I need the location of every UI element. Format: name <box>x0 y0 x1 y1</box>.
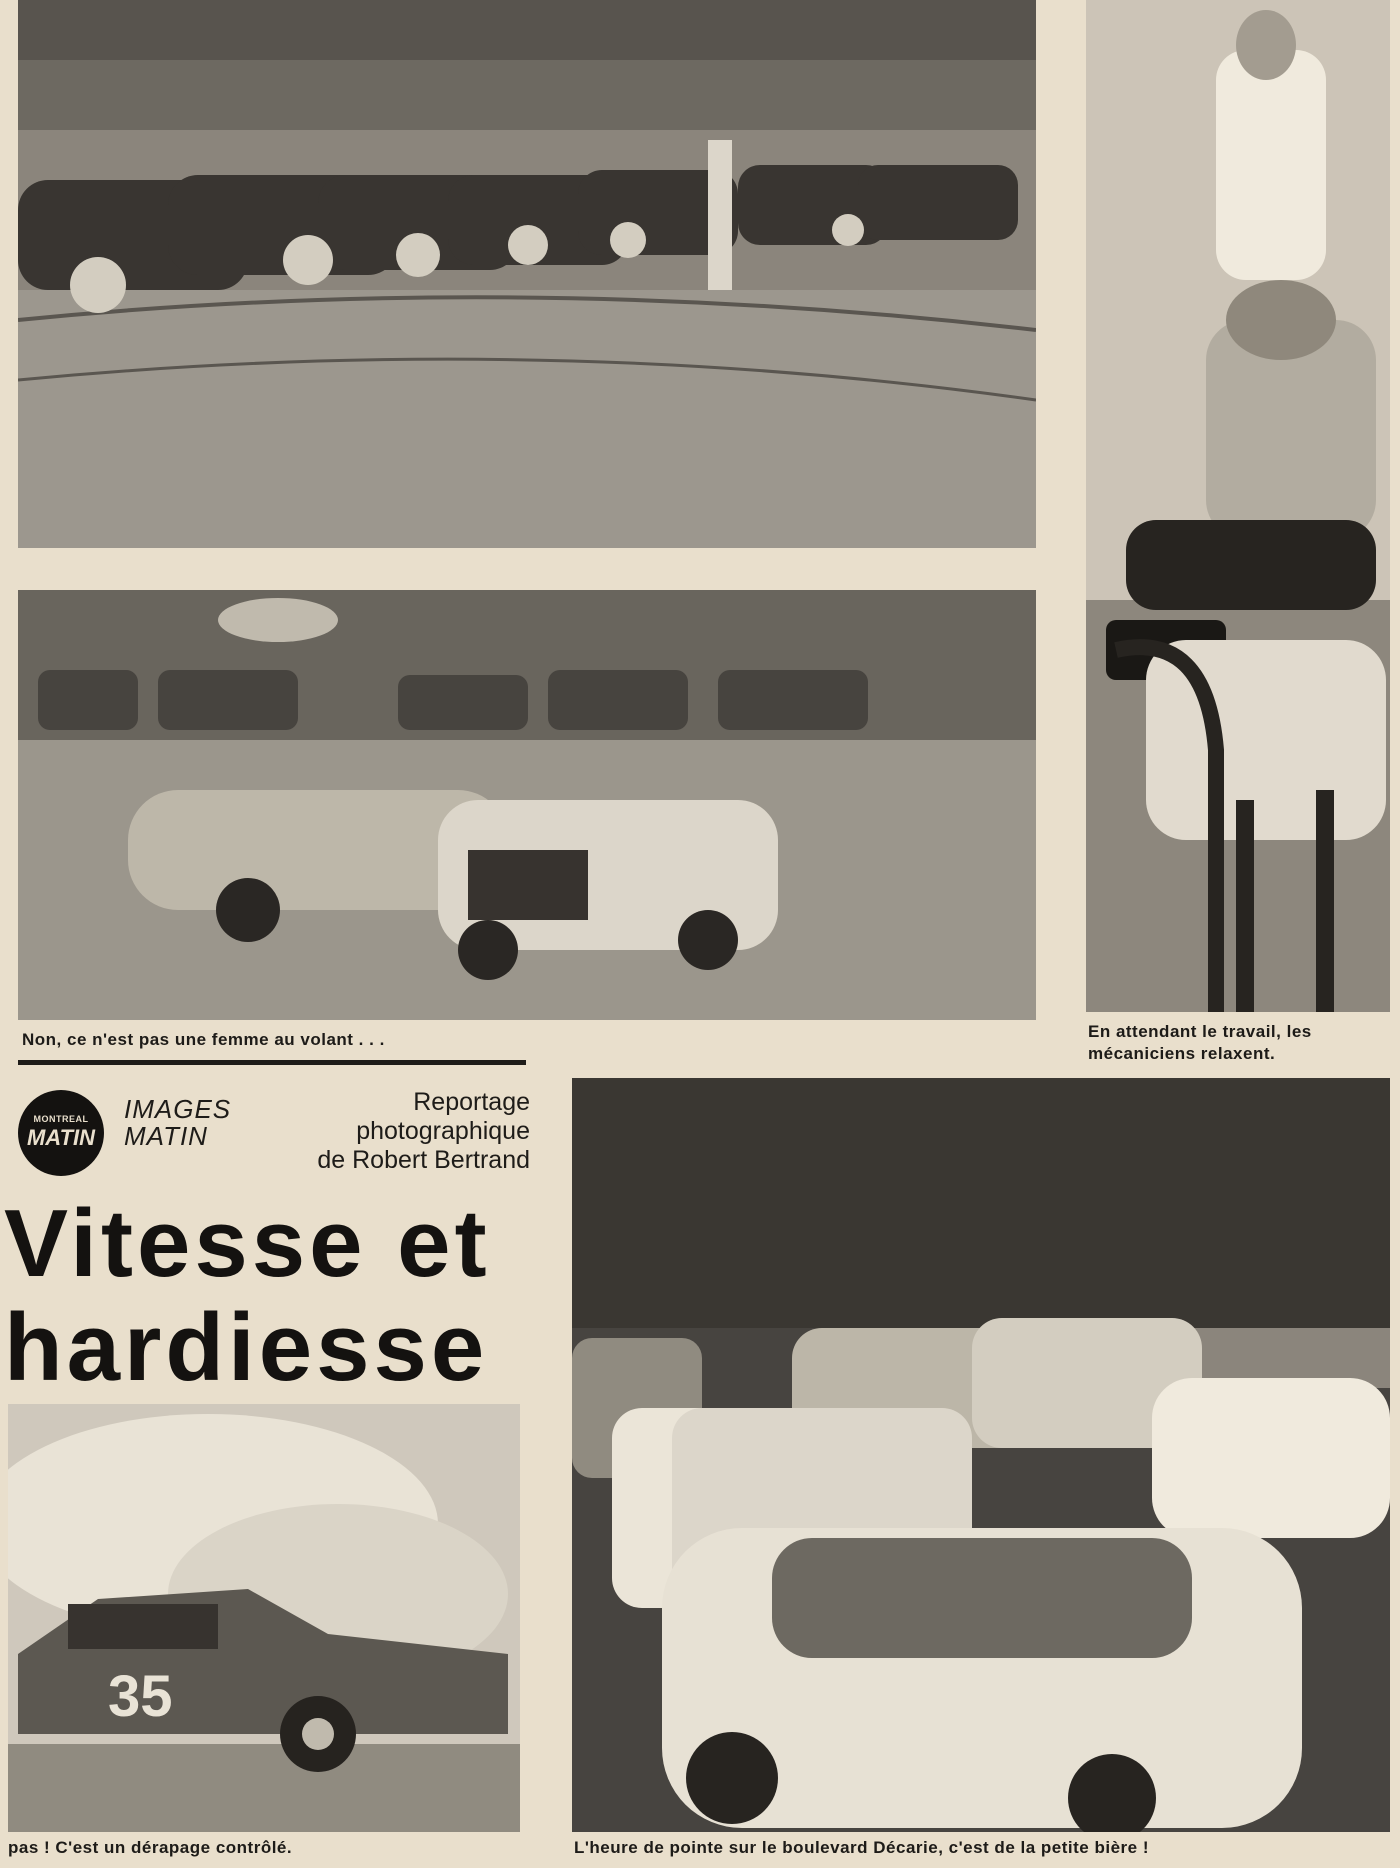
photo-rush-hour-traffic <box>572 1078 1390 1832</box>
section-title-line2: MATIN <box>124 1121 208 1151</box>
photo-credit <box>317 1088 530 1175</box>
caption-rush-hour: L'heure de pointe sur le boulevard Décarie, c'est de la petite bière ! <box>574 1838 1149 1857</box>
masthead-block <box>0 1070 530 1190</box>
caption-controlled-skid: pas ! C'est un dérapage contrôlé. <box>8 1838 293 1857</box>
headline-line1: Vitesse et <box>4 1190 491 1297</box>
logo-small-text: MONTREAL <box>33 1114 89 1124</box>
divider-rule <box>18 1060 526 1065</box>
montreal-matin-logo <box>18 1090 104 1176</box>
credit-line2: photographique <box>356 1117 530 1145</box>
caption-woman-at-wheel: Non, ce n'est pas une femme au volant . . . <box>22 1030 385 1049</box>
headline-line2: hardiesse <box>4 1294 489 1401</box>
photo-car-35-drift <box>8 1404 520 1832</box>
photo-cars-sliding <box>18 590 1036 1020</box>
logo-big-text: MATIN <box>26 1125 96 1150</box>
caption-mechanics-line1: En attendant le travail, les <box>1088 1022 1312 1041</box>
caption-mechanics-line2: mécaniciens relaxent. <box>1088 1044 1276 1063</box>
photo-parked-race-cars <box>18 0 1036 548</box>
section-title-line1: IMAGES <box>124 1094 232 1124</box>
section-title <box>124 1096 231 1150</box>
credit-line3: de Robert Bertrand <box>317 1146 530 1174</box>
credit-line1: Reportage <box>413 1088 530 1116</box>
photo-mechanics-relaxing <box>1086 0 1390 1012</box>
car-number: 35 <box>108 1664 173 1729</box>
